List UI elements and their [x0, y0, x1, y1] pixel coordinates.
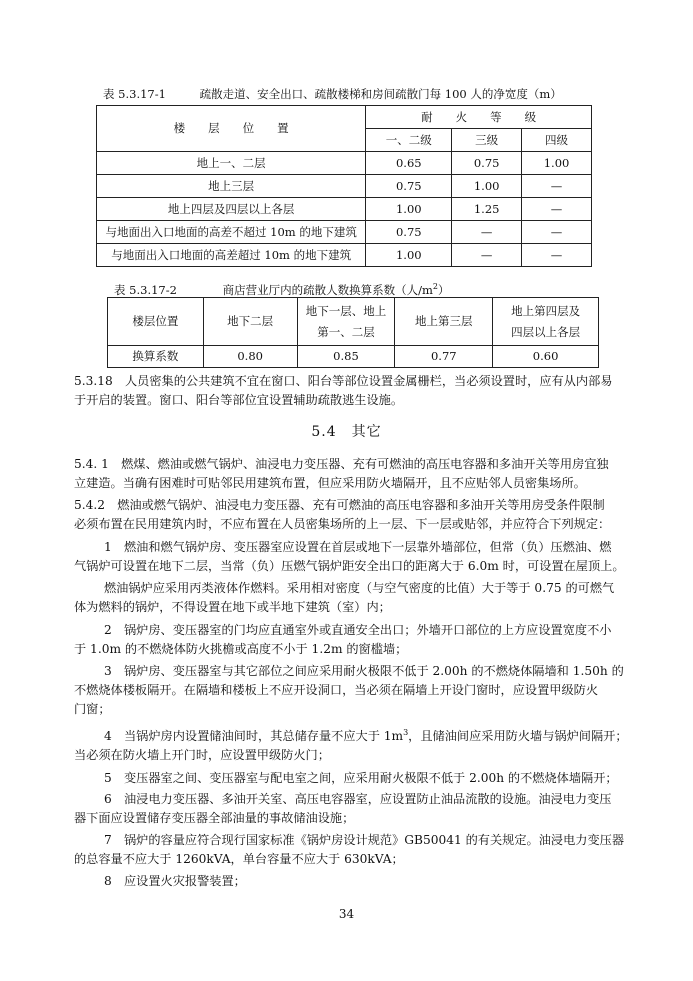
table-cell: 1.00	[452, 175, 522, 198]
item-4: 4 当锅炉房内设置储油间时，其总储存量不应大于 $1m^3$，且储油间应采用防火墙与锅炉间隔开； 当必须在防火墙上开门时，应设置甲级防火门；	[74, 727, 628, 762]
table1-caption-title: 疏散走道、安全出口、疏散楼梯和房间疏散门每 100 人的净宽度（m）	[199, 87, 562, 101]
table-cell: 1.00	[366, 198, 452, 221]
table-cell: 0.80	[203, 346, 297, 368]
table2-header-f3: 地上第三层	[395, 298, 493, 346]
table-cell: 0.85	[297, 346, 395, 368]
table-cell: —	[522, 244, 592, 267]
table2-header-b2: 地下二层	[203, 298, 297, 346]
item-2: 2 锅炉房、变压器室的门均应直通室外或直通安全出口；外墙开口部位的上方应设置宽度不小 于 1.0m 的不燃烧体防火挑檐或高度不小于 1.2m 的窗槛墙；	[74, 623, 612, 656]
table1-grade-2: 三级	[452, 129, 522, 152]
item-3: 3 锅炉房、变压器室与其它部位之间应采用耐火极限不低于 2.00h 的不燃烧体隔墙和 1.50h 的 不燃烧体楼板隔开。在隔墙和楼板上不应开设洞口，当必须在隔墙上开设门窗时，应设置甲级防火 门窗；	[74, 664, 624, 716]
table1-caption	[103, 86, 562, 102]
table2-caption-number: 表 5.3.17-2	[114, 283, 177, 297]
table-cell: 与地面出入口地面的高差超过 10m 的地下建筑	[97, 244, 366, 267]
table-cell: 地上一、二层	[97, 152, 366, 175]
table-row	[97, 175, 592, 198]
table-cell: 0.75	[366, 175, 452, 198]
table2-caption	[114, 282, 449, 298]
table-row	[97, 244, 592, 267]
table1-header-row	[97, 106, 592, 129]
table1-caption-number: 表 5.3.17-1	[103, 87, 166, 101]
table-cell: 地上三层	[97, 175, 366, 198]
table-row	[97, 198, 592, 221]
table1-grade-1: 一、二级	[366, 129, 452, 152]
item-6: 6 油浸电力变压器、多油开关室、高压电容器室，应设置防止油品流散的设施。油浸电力变压 器下面应设置储存变压器全部油量的事故储油设施；	[74, 792, 612, 825]
paragraph-5-4-1: 5.4. 1 燃煤、燃油或燃气锅炉、油浸电力变压器、充有可燃油的高压电容器和多油开关等用房宜独 立建造。当确有困难时可贴邻民用建筑布置，但应采用防火墙隔开，且不应贴邻人员密集场所。	[74, 457, 609, 490]
table2-header-row	[108, 298, 599, 346]
paragraph-5-3-18: 5.3.18 人员密集的公共建筑不宜在窗口、阳台等部位设置金属栅栏，当必须设置时，应有从内部易 于开启的装置。窗口、阳台等部位宜设置辅助疏散逃生设施。	[74, 374, 613, 407]
table2-header-label: 楼层位置	[108, 298, 204, 346]
table-row	[97, 152, 592, 175]
table-cell: 地上四层及四层以上各层	[97, 198, 366, 221]
table-cell: —	[452, 221, 522, 244]
table1	[96, 105, 592, 267]
table1-header-floor: 楼 层 位 置	[97, 106, 366, 152]
table1-header-fire: 耐 火 等 级	[366, 106, 592, 129]
item-5: 5 变压器室之间、变压器室与配电室之间，应采用耐火极限不低于 2.00h 的不燃烧体墙隔开；	[104, 771, 618, 785]
table2-header-b1: 地下一层、地上 第一、二层	[297, 298, 395, 346]
table-row	[97, 221, 592, 244]
table2-header-f4: 地上第四层及 四层以上各层	[493, 298, 599, 346]
table-cell: —	[452, 244, 522, 267]
table-cell: 0.77	[395, 346, 493, 368]
table2-caption-title: 商店营业厅内的疏散人数换算系数（人$/m^2$）	[222, 282, 450, 297]
table-cell: 0.75	[452, 152, 522, 175]
table-cell: 0.60	[493, 346, 599, 368]
table-cell: —	[522, 221, 592, 244]
table-cell: 0.65	[366, 152, 452, 175]
item-7: 7 锅炉的容量应符合现行国家标准《锅炉房设计规范》GB50041 的有关规定。油浸电力变压器 的总容量不应大于 1260kVA，单台容量不应大于 630kVA；	[74, 833, 625, 866]
table-cell: 0.75	[366, 221, 452, 244]
table-cell: 1.00	[366, 244, 452, 267]
item-8: 8 应设置火灾报警装置；	[104, 874, 246, 888]
table-cell: —	[522, 175, 592, 198]
table-cell: 与地面出入口地面的高差不超过 10m 的地下建筑	[97, 221, 366, 244]
page-number: 34	[338, 907, 355, 921]
table1-grade-3: 四级	[522, 129, 592, 152]
table-cell: —	[522, 198, 592, 221]
table-cell: 1.00	[522, 152, 592, 175]
paragraph-5-4-2: 5.4.2 燃油或燃气锅炉、油浸电力变压器、充有可燃油的高压电容器和多油开关等用房受条件限制 必须布置在民用建筑内时，不应布置在人员密集场所的上一层、下一层或贴邻，并应符合下列规定：	[74, 498, 611, 531]
section-title: 5.4 其它	[311, 424, 382, 440]
item-1: 1 燃油和燃气锅炉房、变压器室应设置在首层或地下一层靠外墙部位，但常（负）压燃油、燃 气锅炉可设置在地下二层，当常（负）压燃气锅炉距安全出口的距离大于 6.0m 时，可设置在屋顶上。 燃油锅炉应采用丙类液体作燃料。采用相对密度（与空气密度的比值）大于等于 0.75 的可燃气 体为燃料的锅炉，不得设置在地下或半地下建筑（室）内；	[74, 540, 625, 614]
table2-row-label: 换算系数	[108, 346, 204, 368]
table-cell: 1.25	[452, 198, 522, 221]
table2	[107, 297, 599, 368]
table-row	[108, 346, 599, 368]
